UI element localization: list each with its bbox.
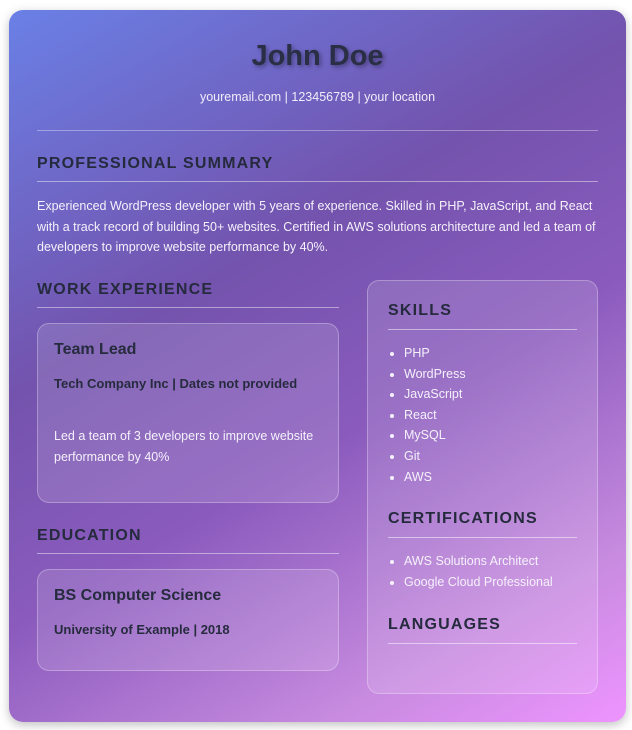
education-card	[37, 569, 339, 671]
skill-item: • JavaScript	[404, 384, 466, 405]
skill-item: • React	[404, 405, 466, 426]
skill-item: • WordPress	[404, 364, 466, 385]
certifications-list	[388, 551, 553, 592]
resume-header	[37, 10, 598, 131]
job-description: Led a team of 3 developers to improve website performance by 40%	[54, 429, 314, 464]
certification-item: • Google Cloud Professional	[404, 572, 553, 593]
job-company-dates: Tech Company Inc | Dates not provided	[54, 376, 298, 391]
certifications-heading: CERTIFICATIONS	[388, 510, 577, 538]
languages-heading: LANGUAGES	[388, 616, 577, 644]
education-heading: EDUCATION	[37, 527, 339, 554]
school-year: University of Example | 2018	[54, 622, 230, 637]
job-card	[37, 323, 339, 503]
work-experience-heading: WORK EXPERIENCE	[37, 281, 339, 308]
candidate-name: John Doe	[251, 40, 384, 72]
contact-info: youremail.com | 123456789 | your location	[199, 90, 436, 104]
certification-item: • AWS Solutions Architect	[404, 551, 553, 572]
skills-list	[388, 343, 466, 487]
degree-title: BS Computer Science	[54, 587, 222, 604]
summary-heading: PROFESSIONAL SUMMARY	[37, 155, 598, 182]
skills-heading: SKILLS	[388, 302, 577, 330]
summary-text: Experienced WordPress developer with 5 years of experience. Skilled in PHP, JavaScript, and React with a track record of building 50+ websites. Certified in AWS solutions architecture and led a team of developers to improve website performance by 40%.	[37, 199, 596, 254]
skill-item: • Git	[404, 446, 466, 467]
job-title: Team Lead	[54, 341, 137, 358]
skill-item: • PHP	[404, 343, 466, 364]
resume-page	[9, 10, 626, 722]
skill-item: • AWS	[404, 467, 466, 488]
sidebar-card	[367, 280, 598, 694]
skill-item: • MySQL	[404, 425, 466, 446]
